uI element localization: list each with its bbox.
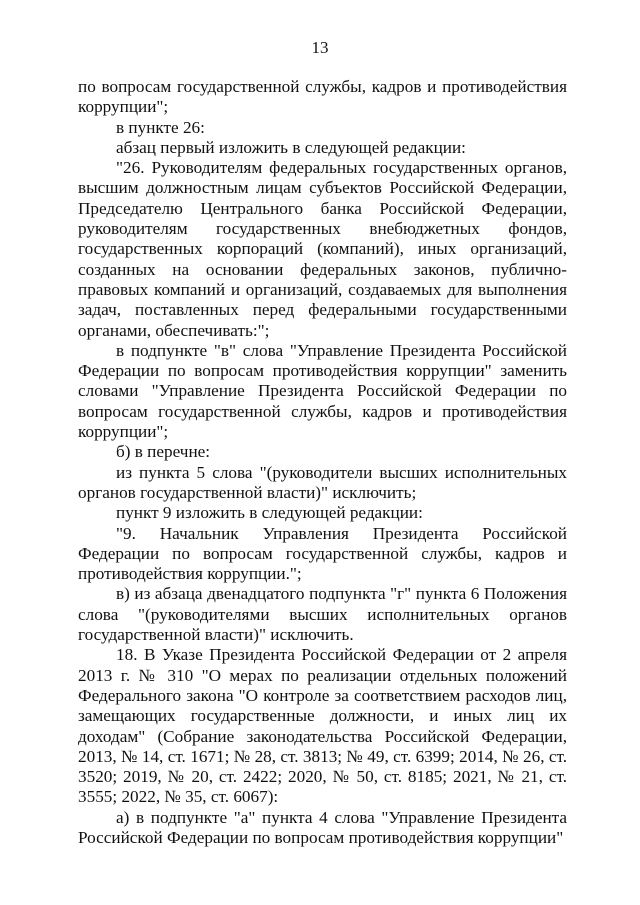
document-body — [78, 77, 567, 848]
page-number: 13 — [311, 38, 329, 57]
paragraph: по вопросам государственной службы, кадров и противодействия коррупции"; — [78, 77, 567, 117]
paragraph: абзац первый изложить в следующей редакции: — [116, 137, 466, 157]
paragraph: пункт 9 изложить в следующей редакции: — [116, 503, 423, 523]
paragraph: "9. Начальник Управления Президента Российской Федерации по вопросам государственной службы, кадров и противодействия коррупции."; — [78, 523, 567, 584]
paragraph: "26. Руководителям федеральных государственных органов, высшим должностным лицам субъектов Российской Федерации, Председателю Центрального банка Российской Федерации, руководителям государственных внебюджетных фондов, государственных корпораций (компаний), иных организаций, созданных на основании федеральных законов, публично-правовых компаний и организаций, создаваемых для выполнения задач, поставленных перед федеральными государственными органами, обеспечивать:"; — [78, 158, 567, 340]
paragraph: в) из абзаца двенадцатого подпункта "г" пункта 6 Положения слова "(руководителями высших исполнительных органов государственной власти)" исключить. — [78, 584, 567, 645]
paragraph: б) в перечне: — [116, 442, 211, 462]
paragraph: 18. В Указе Президента Российской Федерации от 2 апреля 2013 г. № 310 "О мерах по реализации отдельных положений Федерального закона "О контроле за соответствием расходов лиц, замещающих государственные должности, и иных лиц их доходам" (Собрание законодательства Российской Федерации, 2013, № 14, ст. 1671; № 28, ст. 3813; № 49, ст. 6399; 2014, № 26, ст. 3520; 2019, № 20, ст. 2422; 2020, № 50, ст. 8185; 2021, № 21, ст. 3555; 2022, № 35, ст. 6067): — [78, 645, 567, 807]
paragraph: а) в подпункте "а" пункта 4 слова "Управление Президента Российской Федерации по вопросам противодействия коррупции" — [78, 807, 567, 847]
paragraph: в пункте 26: — [116, 117, 205, 137]
paragraph: в подпункте "в" слова "Управление Президента Российской Федерации по вопросам противодействия коррупции" заменить словами "Управление Президента Российской Федерации по вопросам государственной службы, кадров и противодействия коррупции"; — [78, 340, 567, 442]
paragraph: из пункта 5 слова "(руководители высших исполнительных органов государственной власти)" исключить; — [78, 462, 567, 502]
